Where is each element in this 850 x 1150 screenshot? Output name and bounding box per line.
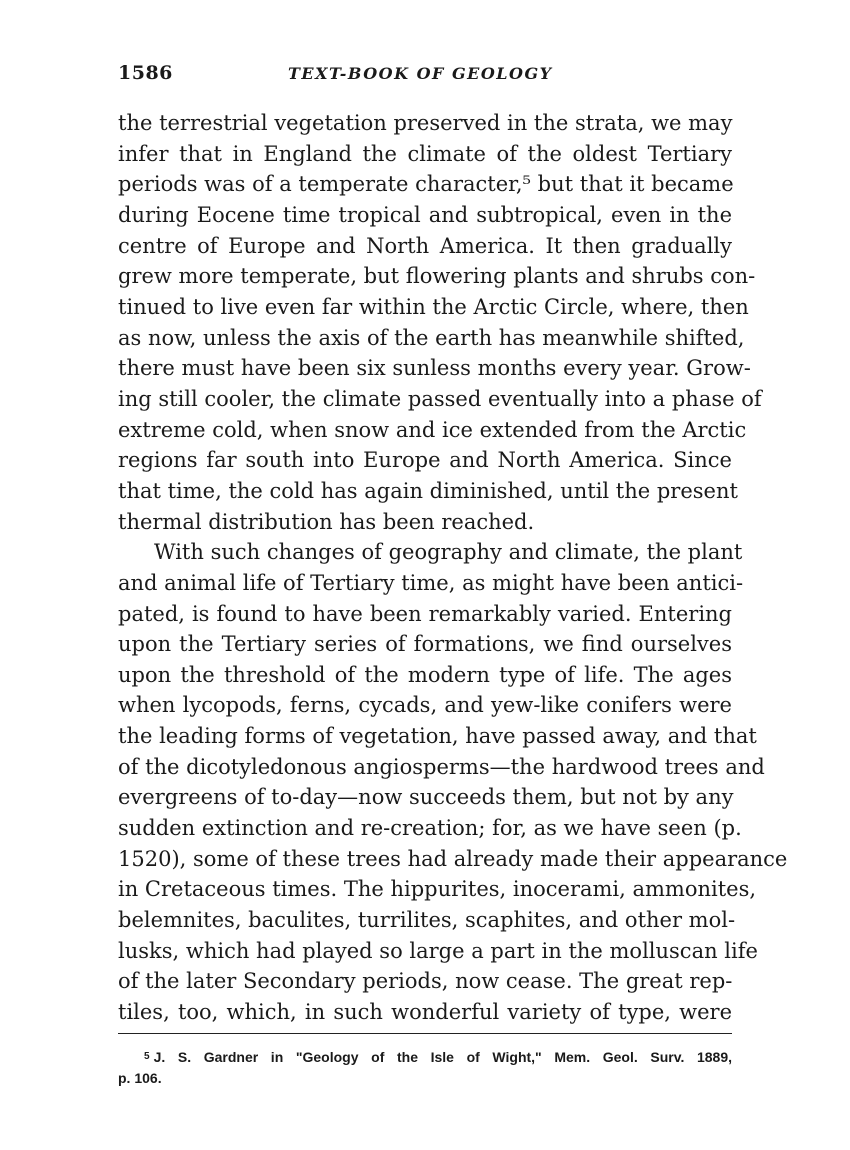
footnote-divider — [118, 1033, 732, 1034]
footnote-text: J. S. Gardner in "Geology of the Isle of Wight," Mem. Geol. Surv. 1889, — [153, 1049, 732, 1065]
page-number: 1586 — [118, 62, 173, 84]
text-line: as now, unless the axis of the earth has meanwhile shifted, — [118, 325, 745, 350]
running-head — [118, 62, 732, 92]
text-line: of the later Secondary periods, now cease. The great rep- — [118, 969, 733, 994]
text-line: during Eocene time tropical and subtropical, even in the — [118, 202, 732, 227]
text-line: of the dicotyledonous angiosperms—the hardwood trees and — [118, 754, 765, 779]
page-body — [118, 62, 788, 1028]
text-line: pated, is found to have been remarkably varied. Entering — [118, 601, 732, 626]
paragraph-1 — [118, 108, 762, 537]
text-line: thermal distribution has been reached. — [118, 509, 535, 534]
text-line: that time, the cold has again diminished, until the present — [118, 478, 738, 503]
text-line: sudden extinction and re-creation; for, as we have seen (p. — [118, 816, 742, 841]
text-line: upon the threshold of the modern type of life. The ages — [118, 662, 732, 687]
text-line: regions far south into Europe and North America. Since — [118, 448, 732, 473]
footnote-line: p. 106. — [118, 1070, 162, 1086]
footnote-marker: 5 — [144, 1051, 150, 1062]
text-line: and animal life of Tertiary time, as might have been antici- — [118, 570, 744, 595]
text-line: tiles, too, which, in such wonderful variety of type, were — [118, 1000, 732, 1025]
text-line: evergreens of to-day—now succeeds them, but not by any — [118, 785, 734, 810]
text-line: infer that in England the climate of the oldest Tertiary — [118, 141, 732, 166]
text-line: With such changes of geography and climate, the plant — [154, 540, 743, 565]
text-line: lusks, which had played so large a part in the molluscan life — [118, 938, 758, 963]
body-text — [118, 108, 788, 1028]
paragraph-2 — [118, 537, 788, 1028]
text-line: periods was of a temperate character,⁵ but that it became — [118, 172, 734, 197]
text-line: the terrestrial vegetation preserved in the strata, we may — [118, 111, 733, 135]
footnote-line — [118, 1046, 732, 1068]
text-line: the leading forms of vegetation, have passed away, and that — [118, 724, 757, 749]
text-line: extreme cold, when snow and ice extended from the Arctic — [118, 417, 747, 442]
text-line: centre of Europe and North America. It then gradually — [118, 233, 732, 258]
text-line: belemnites, baculites, turrilites, scaphites, and other mol- — [118, 908, 736, 933]
text-line: tinued to live even far within the Arctic Circle, where, then — [118, 294, 749, 319]
footnotes — [118, 1046, 732, 1089]
text-line: when lycopods, ferns, cycads, and yew-like conifers were — [118, 693, 732, 718]
running-title: TEXT-BOOK OF GEOLOGY — [288, 64, 553, 83]
text-line: grew more temperate, but flowering plants and shrubs con- — [118, 264, 756, 289]
text-line: upon the Tertiary series of formations, we find ourselves — [118, 632, 732, 657]
text-line: in Cretaceous times. The hippurites, inocerami, ammonites, — [118, 877, 757, 902]
text-line: there must have been six sunless months every year. Grow- — [118, 356, 751, 381]
text-line: 1520), some of these trees had already made their appearance — [118, 846, 788, 871]
text-line: ing still cooler, the climate passed eventually into a phase of — [118, 386, 762, 411]
